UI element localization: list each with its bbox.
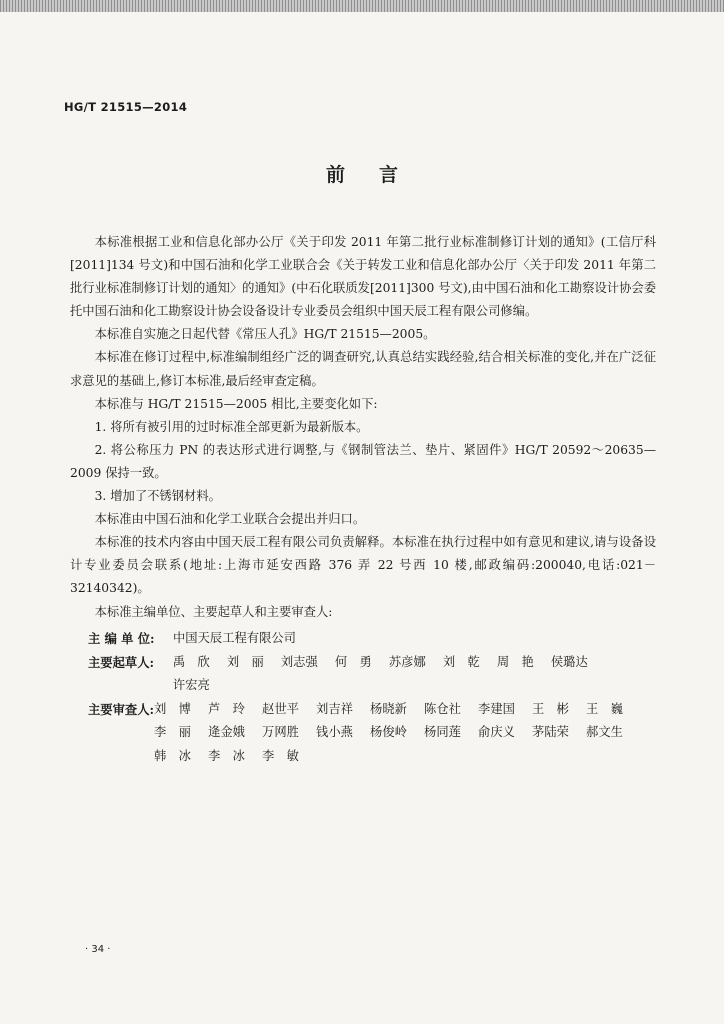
chief-unit-row <box>88 627 658 651</box>
reviewer-name: 王 彬 <box>532 701 569 716</box>
reviewer-name: 杨晓新 <box>370 701 407 716</box>
drafter-name: 禹 欣 <box>172 654 210 669</box>
reviewer-name: 杨同莲 <box>424 725 461 739</box>
reviewers-row <box>88 698 658 769</box>
paragraph: 本标准自实施之日起代替《常压人孔》HG/T 21515—2005。 <box>94 327 436 342</box>
drafter-name: 何 勇 <box>334 654 372 669</box>
drafter-name: 刘志强 <box>280 654 318 669</box>
drafters-label: 主要起草人: <box>88 654 155 670</box>
drafter-name: 许宏亮 <box>172 678 210 692</box>
page-title <box>0 160 724 187</box>
drafters-row <box>88 651 658 698</box>
reviewer-name: 万网胜 <box>262 725 299 739</box>
reviewer-name: 赵世平 <box>262 701 299 716</box>
reviewer-name: 李建国 <box>478 701 515 716</box>
paragraph: 本标准的技术内容由中国天辰工程有限公司负责解释。本标准在执行过程中如有意见和建议,请与设备设计专业委员会联系(地址:上海市延安西路 376 弄 22 号西 10 楼,邮政编码:200040,电话:021－32140342)。 <box>70 535 656 596</box>
reviewer-name: 刘 博 <box>154 701 191 716</box>
reviewer-name: 李 冰 <box>208 748 245 763</box>
list-item: 3. 增加了不锈钢材料。 <box>94 489 221 504</box>
reviewer-name: 茅陆荣 <box>532 725 569 739</box>
drafters-list <box>173 651 658 698</box>
paragraph: 本标准根据工业和信息化部办公厅《关于印发 2011 年第二批行业标准制修订计划的通知》(工信厅科[2011]134 号文)和中国石油和化学工业联合会《关于转发工业和信息化部办公厅〈关于印发 2011 年第二批行业标准制修订计划的通知〉的通知》(中石化联质发[2011]300 号文),由中国石油和化工勘察设计协会委托中国石油和化工勘察设计协会设备设计专业委员会组织中国天辰工程有限公司修编。 <box>70 235 656 319</box>
list-item: 2. 将公称压力 PN 的表达形式进行调整,与《钢制管法兰、垫片、紧固件》HG/T 20592～20635—2009 保持一致。 <box>70 442 656 480</box>
reviewer-name: 陈仓社 <box>424 701 461 716</box>
paragraph: 本标准由中国石油和化学工业联合会提出并归口。 <box>94 512 366 527</box>
drafter-name: 刘 丽 <box>226 654 264 669</box>
standard-code-header: HG/T 21515—2014 <box>64 100 188 114</box>
reviewer-name: 逄金娥 <box>208 725 245 739</box>
paragraph: 本标准在修订过程中,标准编制组经广泛的调查研究,认真总结实践经验,结合相关标准的变化,并在广泛征求意见的基础上,修订本标准,最后经审查定稿。 <box>70 350 656 388</box>
reviewer-name: 郝文生 <box>586 725 623 739</box>
reviewer-name: 李 丽 <box>154 725 191 739</box>
drafter-name: 侯璐达 <box>550 654 588 669</box>
scan-top-band <box>0 0 724 12</box>
drafter-name: 苏彦娜 <box>388 654 426 669</box>
reviewer-name: 芦 玲 <box>208 701 245 716</box>
reviewers-list <box>154 698 658 769</box>
reviewer-name: 俞庆义 <box>478 725 515 739</box>
contributors-block <box>88 627 658 768</box>
chief-unit-label: 主 编 单 位: <box>88 631 155 646</box>
foreword-body <box>70 231 656 624</box>
drafter-name: 刘 乾 <box>442 654 480 669</box>
reviewer-name: 刘吉祥 <box>316 701 353 716</box>
list-item: 1. 将所有被引用的过时标准全部更新为最新版本。 <box>94 419 369 434</box>
reviewer-name: 韩 冰 <box>154 748 191 763</box>
title-char: 言 <box>379 164 399 186</box>
reviewer-name: 王 巍 <box>586 701 623 716</box>
drafter-name: 周 艳 <box>496 654 534 669</box>
paragraph: 本标准与 HG/T 21515—2005 相比,主要变化如下: <box>94 396 378 411</box>
reviewers-label: 主要审查人: <box>88 701 155 717</box>
paragraph: 本标准主编单位、主要起草人和主要审查人: <box>94 604 333 619</box>
reviewer-name: 钱小燕 <box>316 725 353 739</box>
title-char: 前 <box>325 164 345 186</box>
page-number: · 34 · <box>85 944 111 955</box>
chief-unit-name: 中国天辰工程有限公司 <box>173 631 296 645</box>
reviewer-name: 杨俊岭 <box>370 725 407 739</box>
reviewer-name: 李 敏 <box>262 748 299 763</box>
